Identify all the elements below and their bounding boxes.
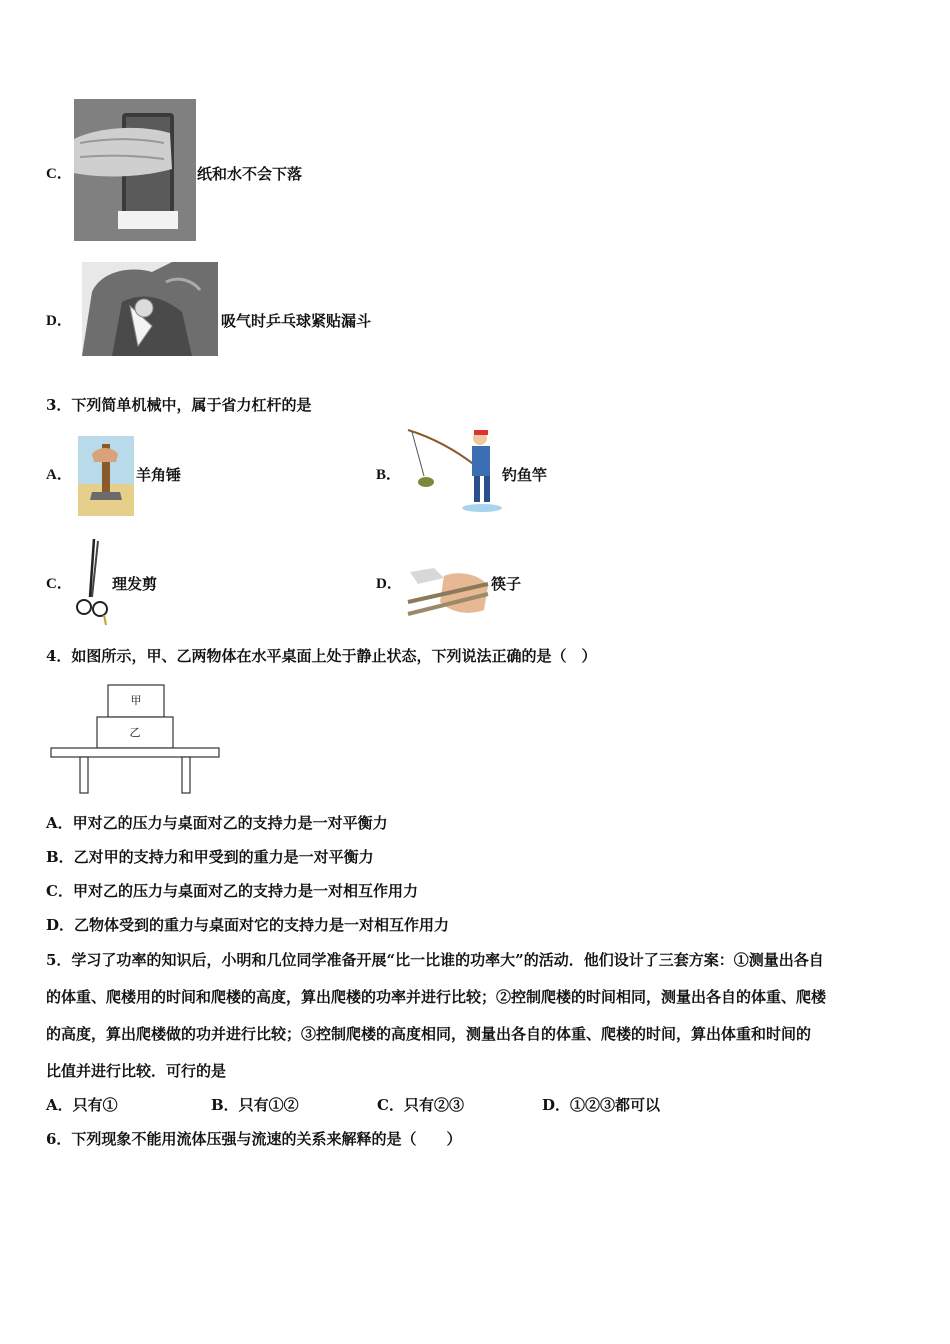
q5-stem [46,942,906,1090]
q5-stem-line: 的高度，算出爬楼做的功并进行比较；③控制爬楼的高度相同，测量出各自的体重、爬楼的时间，算出体重和时间的 [46,1025,812,1043]
q4-option-d: D．乙物体受到的重力与桌面对它的支持力是一对相互作用力 [46,916,450,934]
q4-option-b: B．乙对甲的支持力和甲受到的重力是一对平衡力 [46,848,374,866]
q2-option-c-text: 纸和水不会下落 [197,165,303,183]
block-jia-label: 甲 [130,694,142,707]
table-leg-left [80,757,88,793]
q4-option-a: A．甲对乙的压力与桌面对乙的支持力是一对平衡力 [46,814,388,832]
q5-stem-line: 的体重、爬楼用的时间和爬楼的高度，算出爬楼的功率并进行比较；②控制爬楼的时间相同，测量出各自的体重、爬楼 [46,988,827,1006]
q2-option-c-label: C． [46,166,72,182]
scissors-image [74,537,110,627]
q3-option-d-text: 筷子 [491,575,522,593]
claw-hammer-image [78,436,134,516]
q3-option-a-text: 羊角锤 [136,466,182,484]
chopsticks-image [404,566,490,622]
q5-option-c: C．只有②③ [377,1096,464,1114]
q5-option-a: A．只有① [46,1096,118,1114]
inverted-glass-photo [74,99,196,241]
q3-option-c-text: 理发剪 [112,575,158,593]
fishing-rod-image [404,426,502,518]
q3-option-b-text: 钓鱼竿 [502,466,548,484]
q4-stem: 4．如图所示，甲、乙两物体在水平桌面上处于静止状态，下列说法正确的是（ ） [46,647,597,665]
q3-stem: 3．下列简单机械中，属于省力杠杆的是 [46,396,312,414]
q3-option-b-label: B． [376,467,402,483]
q6-stem: 6．下列现象不能用流体压强与流速的关系来解释的是（ ） [46,1130,462,1148]
q5-option-d: D．①②③都可以 [542,1096,661,1114]
table-leg-right [182,757,190,793]
q3-option-d-label: D． [376,576,402,592]
q3-option-c-label: C． [46,576,72,592]
q5-option-b: B．只有①② [211,1096,299,1114]
blocks-on-table-figure [50,684,222,796]
q3-option-a-label: A． [46,467,72,483]
funnel-pingpong-photo [82,262,218,356]
q4-option-c: C．甲对乙的压力与桌面对乙的支持力是一对相互作用力 [46,882,418,900]
tabletop [51,748,219,757]
q2-option-d-label: D． [46,313,72,329]
block-yi-label: 乙 [129,726,141,739]
q5-stem-line: 比值并进行比较．可行的是 [46,1062,227,1080]
q5-stem-line: 5．学习了功率的知识后，小明和几位同学准备开展“比一比谁的功率大”的活动．他们设计了三套方案：①测量出各自 [46,951,824,969]
q2-option-d-text: 吸气时乒乓球紧贴漏斗 [221,312,372,330]
